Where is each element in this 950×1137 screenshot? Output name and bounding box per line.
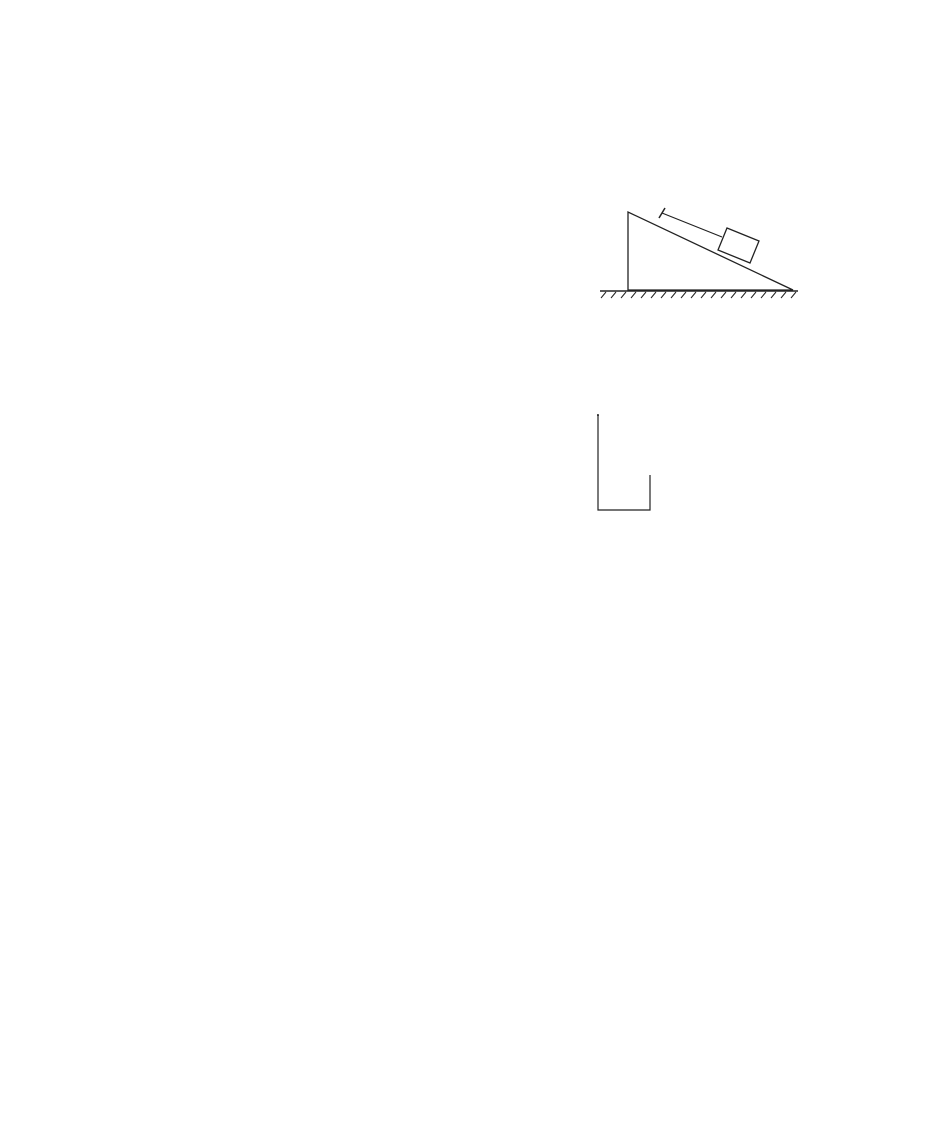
q9-circuit-figure	[570, 405, 835, 520]
wedge-a	[628, 212, 793, 290]
ground-hatch	[601, 292, 796, 298]
string	[662, 213, 722, 237]
string-anchor	[659, 208, 665, 218]
q8-wedge-figure	[598, 200, 798, 300]
